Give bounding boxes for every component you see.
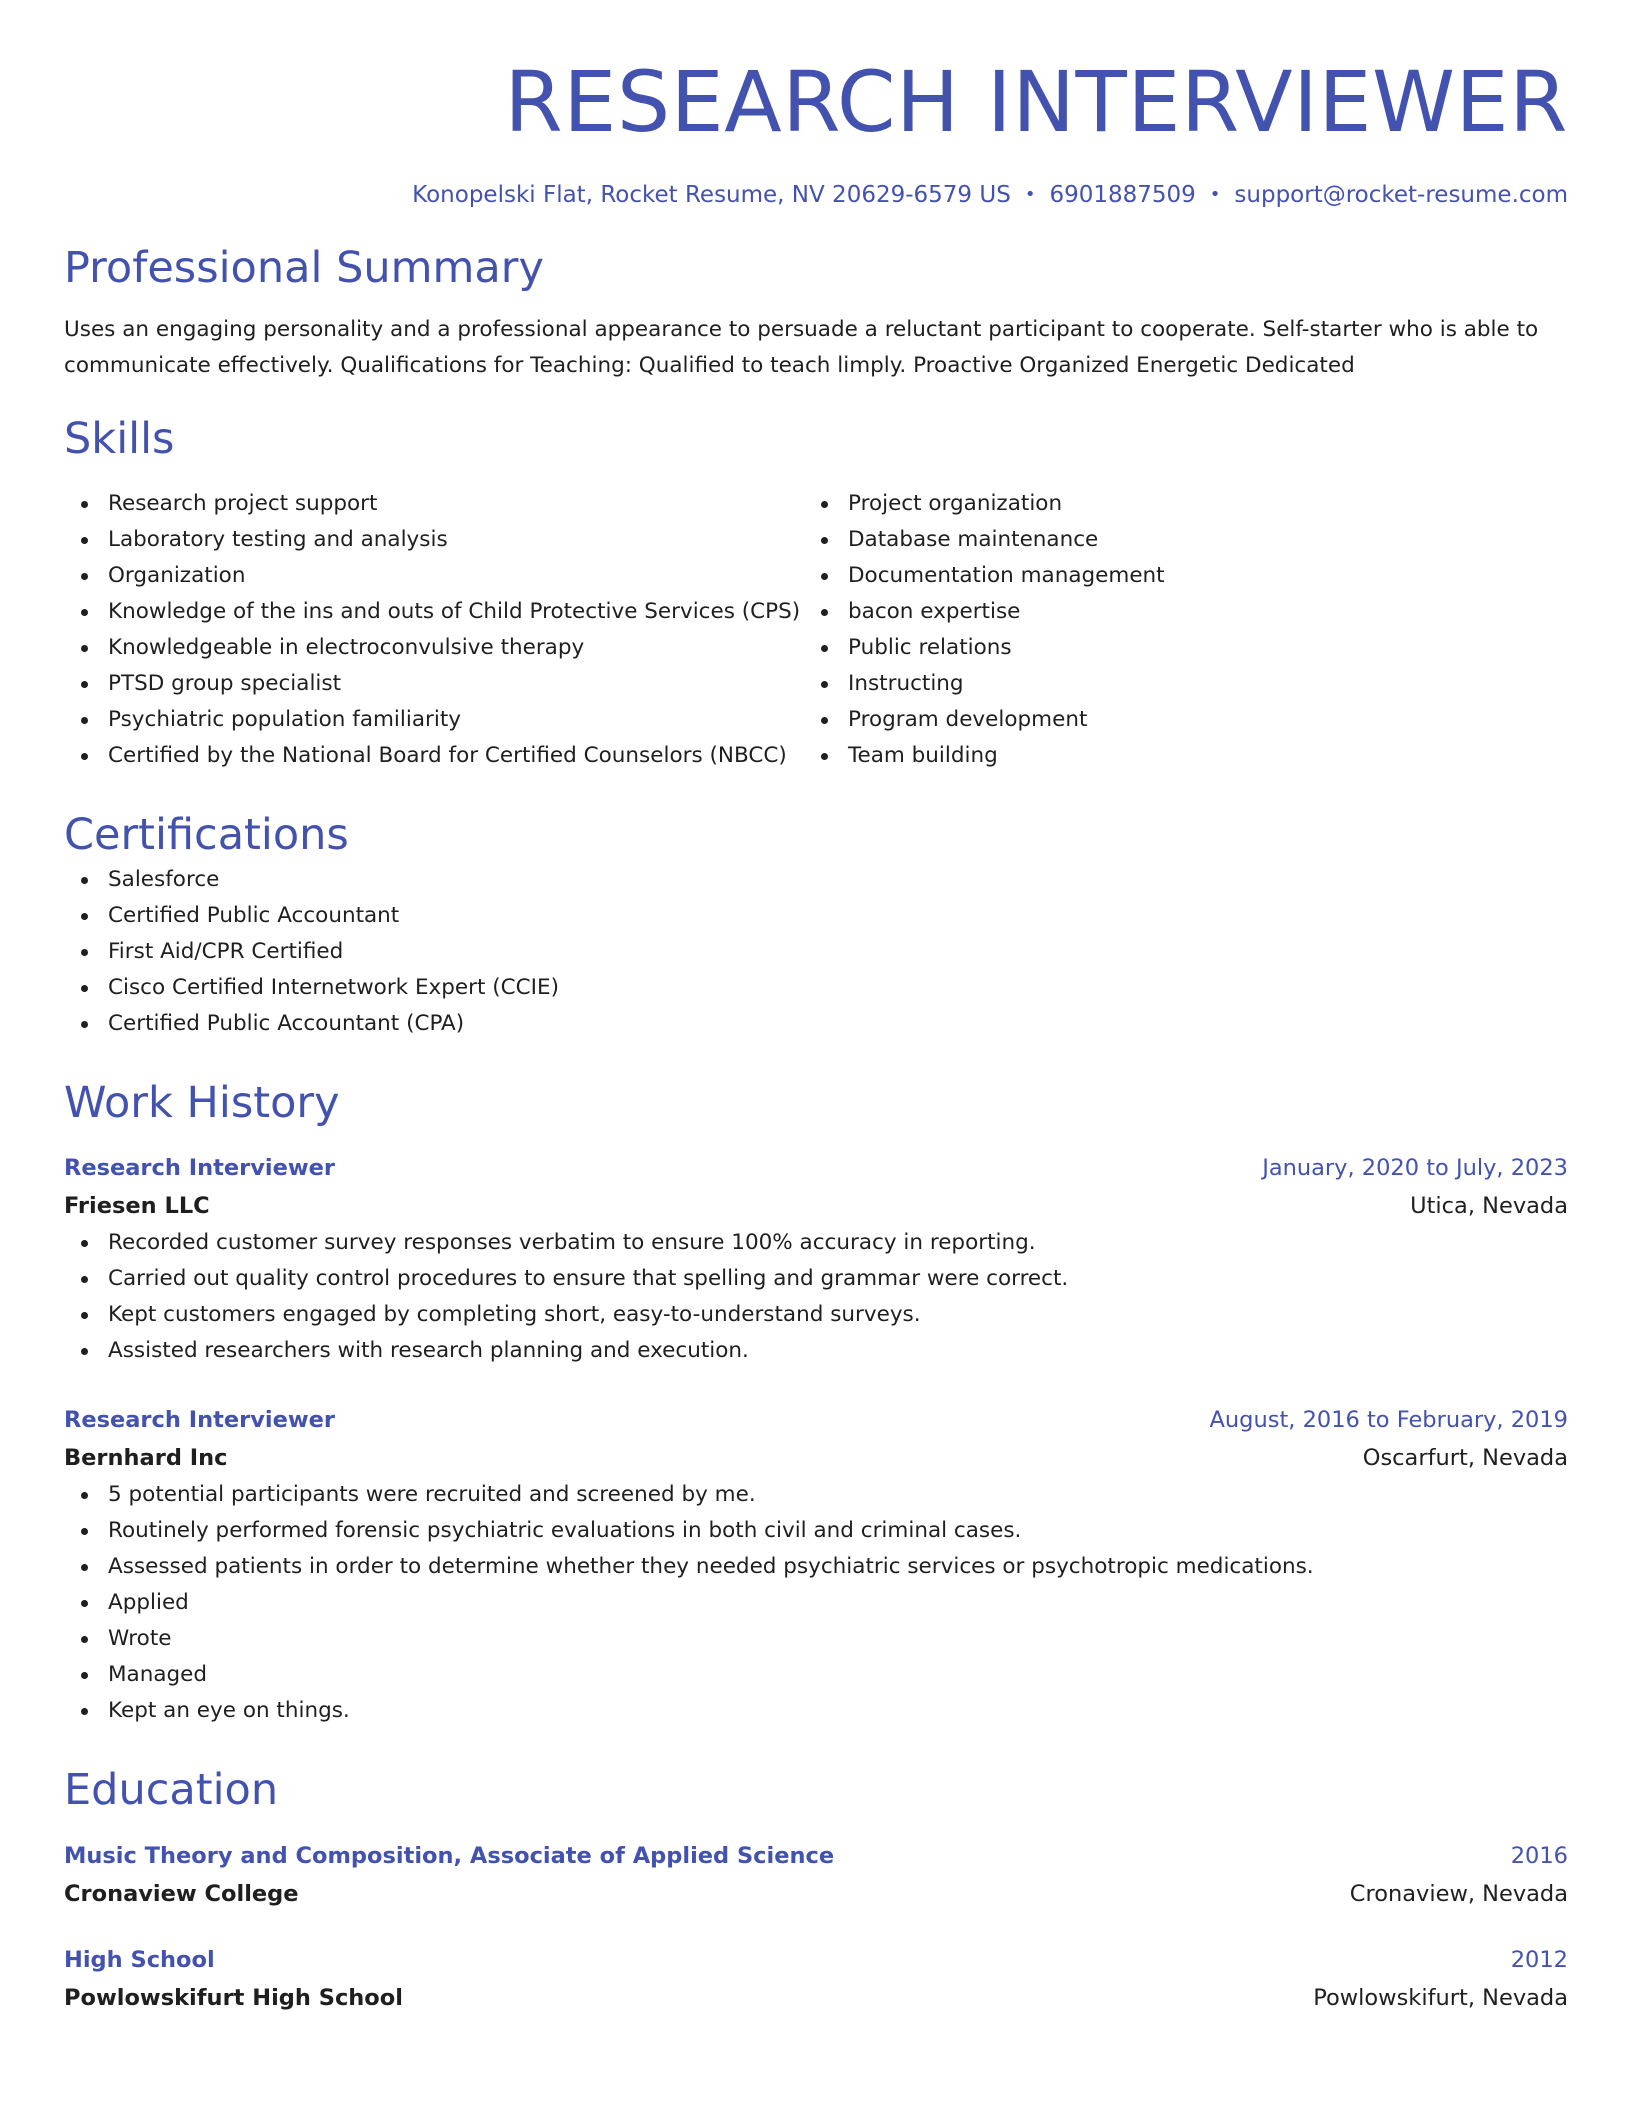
job-role: Research Interviewer xyxy=(64,1155,335,1182)
skill-item: Knowledge of the ins and outs of Child Protective Services (CPS) xyxy=(64,594,804,630)
contact-address: Konopelski Flat, Rocket Resume, NV 20629-6579 US xyxy=(412,181,1011,208)
job-title-row xyxy=(64,1149,1568,1187)
job-location: Utica, Nevada xyxy=(1410,1193,1568,1220)
certifications-heading: Certifications xyxy=(64,809,349,860)
skill-item: Public relations xyxy=(804,630,1568,666)
skill-item: Instructing xyxy=(804,666,1568,702)
contact-phone: 6901887509 xyxy=(1049,181,1196,208)
skill-item: Psychiatric population familiarity xyxy=(64,702,804,738)
candidate-name: RESEARCH INTERVIEWER xyxy=(504,53,1568,151)
certification-item: First Aid/CPR Certified xyxy=(64,934,1568,970)
school-name: Powlowskifurt High School xyxy=(64,1984,403,2011)
job-company-row xyxy=(64,1187,1568,1225)
certifications-list xyxy=(64,862,1568,1042)
job-duty: Recorded customer survey responses verbatim to ensure 100% accuracy in reporting. xyxy=(64,1225,1568,1261)
job-dates: January, 2020 to July, 2023 xyxy=(1262,1155,1568,1182)
job-duty: 5 potential participants were recruited and screened by me. xyxy=(64,1477,1568,1513)
school-location: Powlowskifurt, Nevada xyxy=(1313,1984,1568,2011)
school-name: Cronaview College xyxy=(64,1880,299,1907)
skill-item: Organization xyxy=(64,558,804,594)
skill-item: Project organization xyxy=(804,486,1568,522)
job-duty: Kept an eye on things. xyxy=(64,1693,1568,1729)
job-entry xyxy=(64,1149,1568,1369)
education-heading: Education xyxy=(64,1765,279,1816)
job-duty: Wrote xyxy=(64,1621,1568,1657)
job-duty: Applied xyxy=(64,1585,1568,1621)
certification-item: Salesforce xyxy=(64,862,1568,898)
job-duties-list xyxy=(64,1477,1568,1729)
contact-line xyxy=(64,179,1568,211)
skill-item: Database maintenance xyxy=(804,522,1568,558)
job-duty: Assessed patients in order to determine whether they needed psychiatric services or psychotropic medications. xyxy=(64,1549,1568,1585)
certification-item: Certified Public Accountant (CPA) xyxy=(64,1006,1568,1042)
skills-heading: Skills xyxy=(64,414,175,465)
job-entry xyxy=(64,1401,1568,1729)
school-location: Cronaview, Nevada xyxy=(1349,1880,1568,1907)
job-duty: Carried out quality control procedures to ensure that spelling and grammar were correct. xyxy=(64,1261,1568,1297)
certification-item: Certified Public Accountant xyxy=(64,898,1568,934)
skill-item: Documentation management xyxy=(804,558,1568,594)
contact-email[interactable]: support@rocket-resume.com xyxy=(1234,181,1568,208)
job-company-row xyxy=(64,1439,1568,1477)
resume-header xyxy=(64,54,1568,211)
skill-item: Certified by the National Board for Certified Counselors (NBCC) xyxy=(64,738,804,774)
contact-separator: • xyxy=(1209,183,1221,205)
certifications-section xyxy=(64,810,1568,1042)
education-entry xyxy=(64,1837,1568,1913)
graduation-year: 2016 xyxy=(1510,1842,1568,1869)
job-duties-list xyxy=(64,1225,1568,1369)
job-company: Bernhard Inc xyxy=(64,1445,228,1472)
degree-row xyxy=(64,1837,1568,1875)
summary-text: Uses an engaging personality and a professional appearance to persuade a reluctant participant to cooperate. Self-starter who is able to communicate effectively. Qualifications for Teaching: Qualified to teach limply. Proactive Organized Energetic Dedicated xyxy=(64,317,1539,379)
education-section xyxy=(64,1765,1568,2017)
skill-item: PTSD group specialist xyxy=(64,666,804,702)
graduation-year: 2012 xyxy=(1510,1946,1568,1973)
school-row xyxy=(64,1875,1568,1913)
job-role: Research Interviewer xyxy=(64,1407,335,1434)
skills-section xyxy=(64,414,1568,774)
skills-list-left xyxy=(64,486,804,774)
job-duty: Assisted researchers with research planning and execution. xyxy=(64,1333,1568,1369)
job-duty: Kept customers engaged by completing short, easy-to-understand surveys. xyxy=(64,1297,1568,1333)
certification-item: Cisco Certified Internetwork Expert (CCIE) xyxy=(64,970,1568,1006)
skill-item: Laboratory testing and analysis xyxy=(64,522,804,558)
skill-item: bacon expertise xyxy=(804,594,1568,630)
work-history-section xyxy=(64,1078,1568,1730)
job-duty: Routinely performed forensic psychiatric evaluations in both civil and criminal cases. xyxy=(64,1513,1568,1549)
degree-name: Music Theory and Composition, Associate of Applied Science xyxy=(64,1842,835,1869)
job-company: Friesen LLC xyxy=(64,1193,210,1220)
education-entry xyxy=(64,1941,1568,2017)
job-location: Oscarfurt, Nevada xyxy=(1362,1445,1568,1472)
skill-item: Research project support xyxy=(64,486,804,522)
job-dates: August, 2016 to February, 2019 xyxy=(1209,1407,1568,1434)
school-row xyxy=(64,1979,1568,2017)
skill-item: Knowledgeable in electroconvulsive therapy xyxy=(64,630,804,666)
skill-item: Program development xyxy=(804,702,1568,738)
work-history-heading: Work History xyxy=(64,1077,340,1128)
skills-columns xyxy=(64,486,1568,774)
contact-separator: • xyxy=(1024,183,1036,205)
summary-heading: Professional Summary xyxy=(64,242,544,293)
job-title-row xyxy=(64,1401,1568,1439)
job-duty: Managed xyxy=(64,1657,1568,1693)
summary-section xyxy=(64,243,1568,385)
skill-item: Team building xyxy=(804,738,1568,774)
degree-name: High School xyxy=(64,1946,215,1973)
skills-list-right xyxy=(804,486,1568,774)
degree-row xyxy=(64,1941,1568,1979)
